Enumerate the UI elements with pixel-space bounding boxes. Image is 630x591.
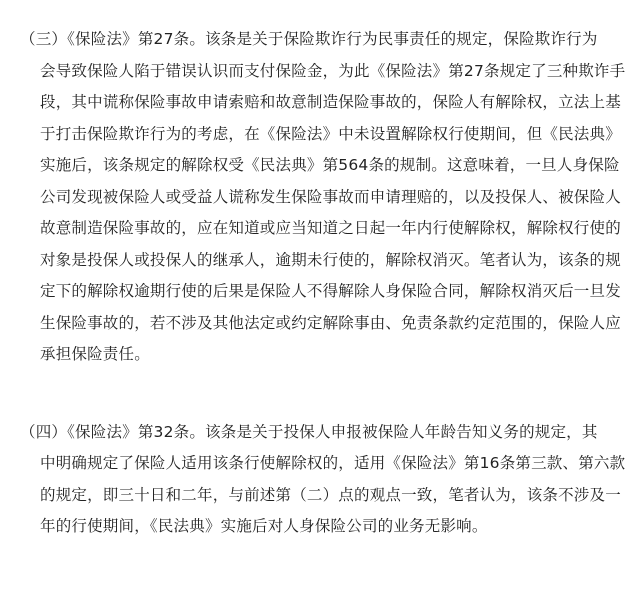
text-line: 公司发现被保险人或受益人谎称发生保险事故而申请理赔的，以及投保人、被保险人 [40, 187, 621, 206]
text-line: 中明确规定了保险人适用该条行使解除权的，适用《保险法》第16条第三款、第六款 [40, 454, 626, 472]
paragraph-section-four [20, 417, 626, 543]
text-line: 年的行使期间，《民法典》实施后对人身保险公司的业务无影响。 [40, 517, 488, 535]
document-body [20, 24, 626, 543]
text-line: 故意制造保险事故的，应在知道或应当知道之日起一年内行使解除权，解除权行使的 [40, 219, 621, 237]
text-line: 于打击保险欺诈行为的考虑，在《保险法》中未设置解除权行使期间，但《民法典》 [40, 124, 621, 143]
text-line: （三）《保险法》第27条。该条是关于保险欺诈行为民事责任的规定，保险欺诈行为 [20, 30, 598, 48]
text-line: 承担保险责任。 [40, 345, 150, 363]
text-line: 的规定，即三十日和二年，与前述第（二）点的观点一致，笔者认为，该条不涉及一 [40, 485, 621, 504]
text-line: 定下的解除权逾期行使的后果是保险人不得解除人身保险合同，解除权消灭后一旦发 [40, 282, 621, 300]
text-line: （四）《保险法》第32条。该条是关于投保人申报被保险人年龄告知义务的规定，其 [20, 422, 598, 441]
text-line: 实施后，该条规定的解除权受《民法典》第564条的规制。这意味着，一旦人身保险 [40, 156, 620, 174]
paragraph-section-three [20, 24, 626, 371]
text-line: 生保险事故的，若不涉及其他法定或约定解除事由、免责条款约定范围的，保险人应 [40, 313, 621, 332]
text-line: 对象是投保人或投保人的继承人，逾期未行使的，解除权消灭。笔者认为，该条的规 [40, 250, 621, 269]
text-line: 段，其中谎称保险事故申请索赔和故意制造保险事故的，保险人有解除权，立法上基 [40, 93, 621, 111]
paragraph-spacer [40, 371, 612, 417]
text-line: 会导致保险人陷于错误认识而支付保险金，为此《保险法》第27条规定了三种欺诈手 [40, 61, 626, 80]
